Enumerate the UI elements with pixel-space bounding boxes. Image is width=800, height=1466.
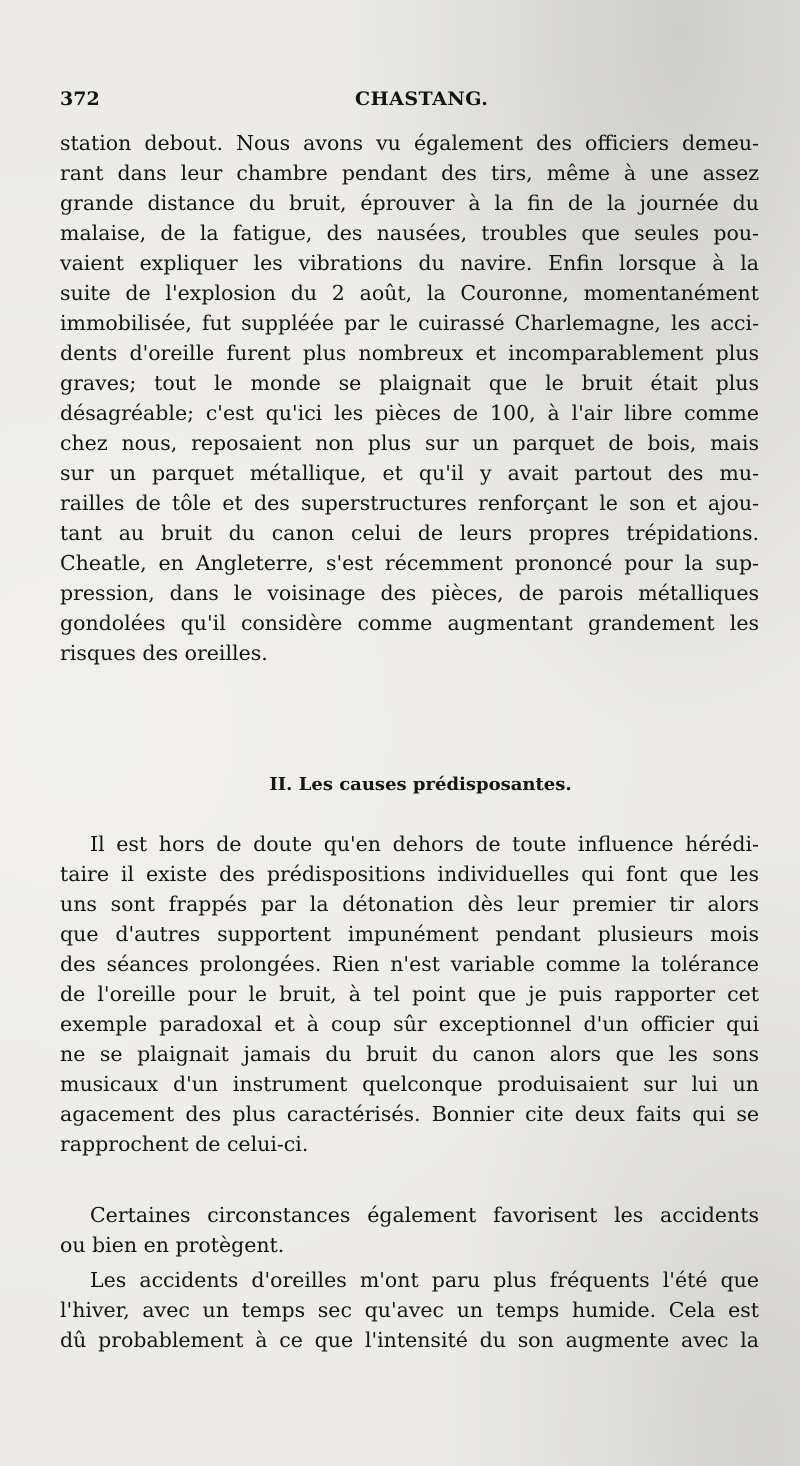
text-line: désagréable; c'est qu'ici les pièces de 100, à l'air libre comme [60, 401, 759, 425]
text-line: malaise, de la fatigue, des nausées, troubles que seules pou- [60, 221, 759, 245]
paragraph-continued [60, 128, 759, 668]
text-line: ne se plaignait jamais du bruit du canon alors que les sons [60, 1042, 759, 1066]
text-line: Certaines circonstances également favorisent les accidents [90, 1203, 759, 1227]
text-line: musicaux d'un instrument quelconque produisaient sur lui un [60, 1072, 759, 1096]
text-line: de l'oreille pour le bruit, à tel point que je puis rapporter cet [60, 982, 759, 1006]
text-line: Les accidents d'oreilles m'ont paru plus fréquents l'été que [90, 1268, 759, 1292]
text-line: que d'autres supportent impunément pendant plusieurs mois [60, 922, 759, 946]
text-line: Cheatle, en Angleterre, s'est récemment prononcé pour la sup- [60, 551, 759, 575]
running-head [60, 88, 759, 118]
text-line: taire il existe des prédispositions individuelles qui font que les [60, 862, 759, 886]
paragraph [60, 1200, 759, 1260]
paragraph [60, 829, 759, 1159]
paragraph [60, 1265, 759, 1355]
text-line: rant dans leur chambre pendant des tirs, même à une assez [60, 161, 759, 185]
text-line: dents d'oreille furent plus nombreux et incomparablement plus [60, 341, 759, 365]
text-line: station debout. Nous avons vu également des officiers demeu- [60, 131, 759, 155]
text-line: pression, dans le voisinage des pièces, de parois métalliques [60, 581, 759, 605]
text-line: rapprochent de celui-ci. [60, 1132, 309, 1156]
running-title: CHASTANG. [355, 88, 489, 110]
text-line: agacement des plus caractérisés. Bonnier cite deux faits qui se [60, 1102, 759, 1126]
text-line: l'hiver, avec un temps sec qu'avec un temps humide. Cela est [60, 1298, 759, 1322]
text-line: risques des oreilles. [60, 641, 268, 665]
text-line: exemple paradoxal et à coup sûr exceptionnel d'un officier qui [60, 1012, 759, 1036]
text-line: immobilisée, fut suppléée par le cuirassé Charlemagne, les acci- [60, 311, 759, 335]
section-heading-block [60, 770, 759, 800]
text-line: des séances prolongées. Rien n'est variable comme la tolérance [60, 952, 759, 976]
text-line: railles de tôle et des superstructures renforçant le son et ajou- [60, 491, 759, 515]
text-line: gondolées qu'il considère comme augmentant grandement les [60, 611, 759, 635]
text-line: suite de l'explosion du 2 août, la Couronne, momentanément [60, 281, 759, 305]
section-heading: II. Les causes prédisposantes. [269, 774, 572, 795]
page-number: 372 [60, 88, 100, 110]
text-line: Il est hors de doute qu'en dehors de toute influence hérédi- [90, 832, 759, 856]
text-line: sur un parquet métallique, et qu'il y avait partout des mu- [60, 461, 759, 485]
text-line: dû probablement à ce que l'intensité du son augmente avec la [60, 1328, 759, 1352]
text-line: chez nous, reposaient non plus sur un parquet de bois, mais [60, 431, 759, 455]
text-line: uns sont frappés par la détonation dès leur premier tir alors [60, 892, 759, 916]
text-line: grande distance du bruit, éprouver à la fin de la journée du [60, 191, 759, 215]
text-line: graves; tout le monde se plaignait que le bruit était plus [60, 371, 759, 395]
text-line: vaient expliquer les vibrations du navire. Enfin lorsque à la [60, 251, 759, 275]
text-line: ou bien en protègent. [60, 1233, 285, 1257]
text-line: tant au bruit du canon celui de leurs propres trépidations. [60, 521, 759, 545]
